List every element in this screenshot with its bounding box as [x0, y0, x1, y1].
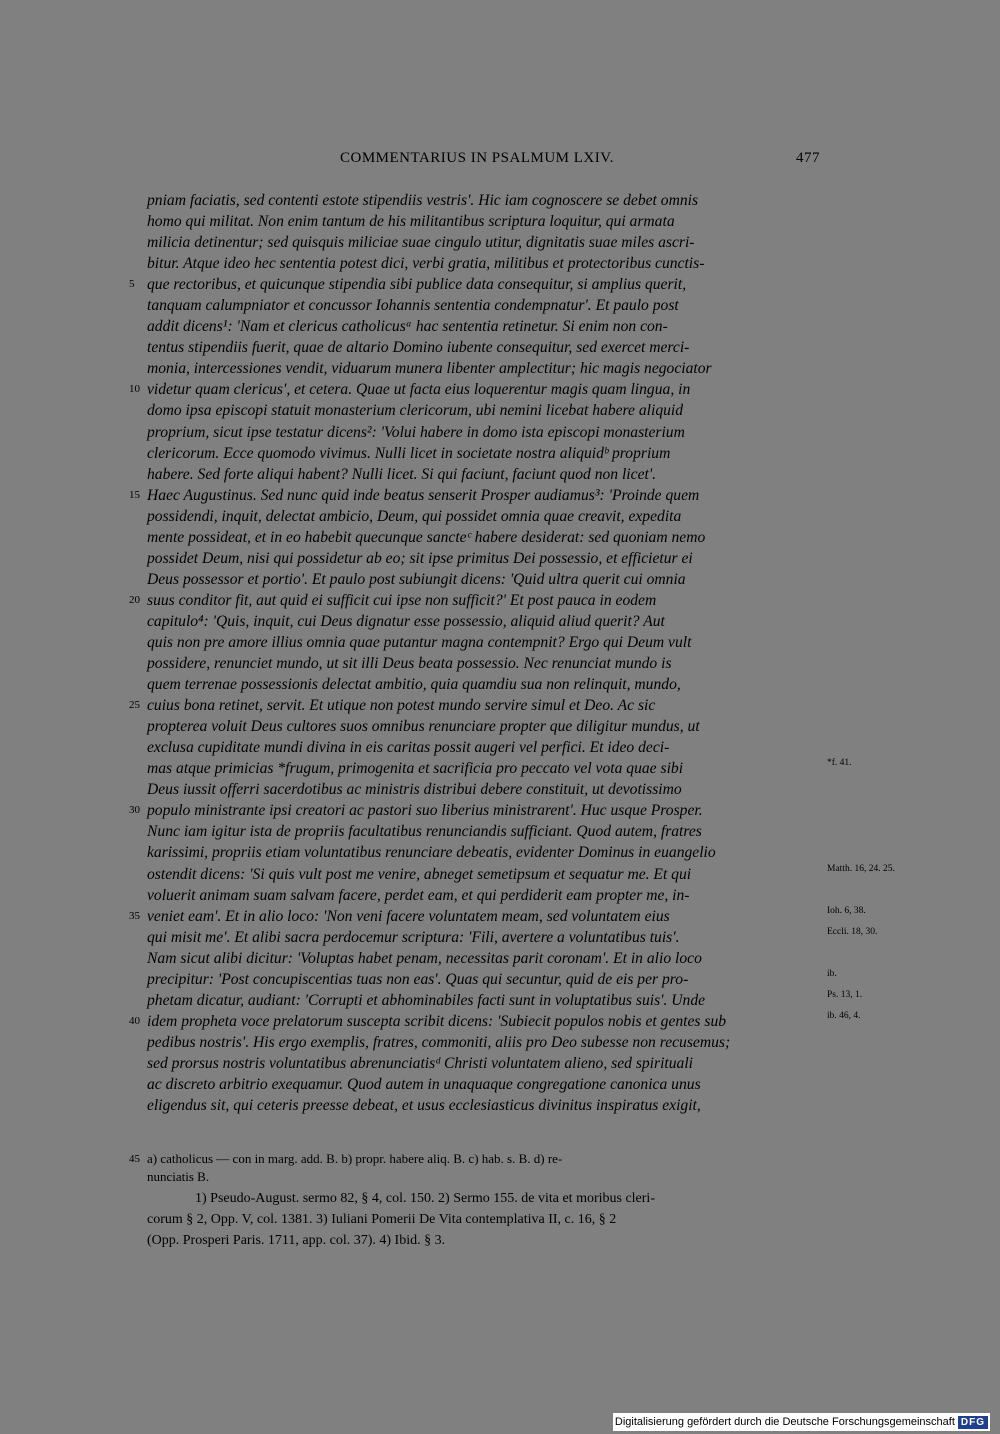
line-text: que rectoribus, et quicunque stipendia sibi publice data consequitur, si amplius querit, — [147, 276, 687, 294]
line-text: quem terrenae possessionis delectat ambitio, quia quamdiu sua non relinquit, mundo, — [147, 676, 681, 694]
text-line — [129, 274, 820, 295]
line-text: homo qui militat. Non enim tantum de his militantibus scriptura loquitur, qui armata — [147, 213, 675, 231]
line-text: bitur. Atque ideo hec sententia potest dici, verbi gratia, militibus et protectoribus cunctis- — [147, 255, 705, 273]
text-line — [147, 863, 895, 885]
marginal-note: *f. 41. — [827, 758, 852, 769]
running-head — [145, 150, 820, 170]
line-number: 25 — [129, 699, 140, 712]
apparatus-text: nunciatis B. — [147, 1169, 210, 1184]
text-line — [147, 674, 820, 695]
text-line — [147, 506, 820, 527]
text-line — [129, 695, 820, 716]
line-text: proprium, sicut ipse testatur dicens²: 'Volui habere in domo ista episcopi monasterium — [147, 423, 685, 441]
text-line — [147, 464, 820, 485]
footnote-line: corum § 2, Opp. V, col. 1381. 3) Iuliani Pomerii De Vita contemplativa II, c. 16, § 2 — [147, 1212, 617, 1227]
line-text: milicia detinentur; sed quisquis miliciae suae cingulo utitur, dignitatis suae miles ascri- — [147, 234, 695, 252]
funding-text: Digitalisierung gefördert durch die Deutsche Forschungsgemeinschaft — [614, 1416, 955, 1428]
text-line — [147, 885, 820, 906]
line-text: videtur quam clericus', et cetera. Quae ut facta eius loquerentur magis quam lingua, in — [147, 381, 691, 399]
text-line — [147, 527, 820, 548]
page-number: 477 — [796, 150, 820, 166]
line-number: 35 — [129, 909, 140, 922]
line-text: tanquam calumpniator et concussor Iohannis sententia condempnatur'. Et paulo post — [147, 297, 679, 315]
text-line — [147, 232, 820, 253]
text-line — [129, 905, 866, 927]
text-line — [147, 989, 863, 1011]
text-line — [147, 716, 820, 737]
text-line — [147, 926, 878, 948]
line-text: possidendi, inquit, delectat ambicio, Deum, qui possidet omnia quae creavit, expedita — [147, 507, 682, 525]
line-number: 10 — [129, 383, 140, 396]
footnote-line: 1) Pseudo-August. sermo 82, § 4, col. 150. 2) Sermo 155. de vita et moribus cleri- — [195, 1191, 655, 1206]
line-text: populo ministrante ipsi creatori ac pastori suo liberius ministrarent'. Huc usque Prosper. — [147, 802, 703, 820]
line-number: 20 — [129, 593, 140, 606]
line-text: habere. Sed forte aliqui habent? Nulli licet. Si qui faciunt, faciunt quod non licet'. — [147, 465, 657, 483]
text-line — [147, 821, 820, 842]
line-text: ostendit dicens: 'Si quis vult post me venire, abneget semetipsum et sequatur me. Et qui — [147, 865, 692, 883]
footnotes — [147, 1188, 820, 1251]
line-text: karissimi, propriis etiam voluntatibus renunciare debeatis, evidenter Dominus in euangelio — [147, 844, 716, 862]
line-text: monia, intercessiones vendit, viduarum munera libenter amplectitur; hic magis negociator — [147, 360, 712, 378]
line-text: precipitur: 'Post concupiscentias tuas non eas'. Quas qui secuntur, quid de eis per pro- — [147, 970, 689, 988]
line-number: 40 — [129, 1014, 140, 1027]
text-line — [147, 358, 820, 379]
footnote-line: (Opp. Prosperi Paris. 1711, app. col. 37). 4) Ibid. § 3. — [147, 1233, 446, 1248]
text-line — [129, 1010, 861, 1032]
line-text: addit dicens¹: 'Nam et clericus catholicusᵃ hac sententia retinetur. Si enim non con- — [147, 318, 668, 336]
text-line — [147, 400, 820, 421]
marginal-note: Ps. 13, 1. — [827, 989, 863, 1000]
apparatus-line — [129, 1150, 820, 1168]
text-line — [147, 1032, 820, 1053]
apparatus-line — [147, 1168, 820, 1186]
text-line — [147, 611, 820, 632]
text-line — [147, 569, 820, 590]
apparatus-text: a) catholicus — con in marg. add. B. b) propr. habere aliq. B. c) hab. s. B. d) re- — [147, 1151, 563, 1166]
line-text: propterea voluit Deus cultores suos omnibus renunciare propter que diligitur mundus, ut — [147, 718, 700, 736]
text-line — [147, 548, 820, 569]
text-line — [147, 968, 837, 990]
line-text: Deus iussit offerri sacerdotibus ac ministris distribui debere constituit, ut devotissimo — [147, 781, 682, 799]
main-text — [129, 190, 895, 1116]
line-text: possidet Deum, nisi qui possidetur ab eo; sit ipse primitus Dei possessio, et efficietur ei — [147, 549, 693, 567]
line-text: capitulo⁴: 'Quis, inquit, cui Deus dignatur esse possessio, aliquid aliud querit? Aut — [147, 612, 665, 630]
critical-apparatus — [129, 1150, 820, 1186]
marginal-note: ib. — [827, 968, 837, 979]
marginal-note: Ioh. 6, 38. — [827, 905, 866, 916]
line-text: ac discreto arbitrio exequamur. Quod autem in unaquaque congregatione canonica unus — [147, 1075, 701, 1093]
line-text: eligendus sit, qui ceteris preesse debeat, et usus ecclesiasticus divinitus inspiratus exigit, — [147, 1097, 701, 1115]
text-line — [147, 1053, 820, 1074]
text-line — [129, 800, 820, 821]
line-text: phetam dicatur, audiant: 'Corrupti et abhominabiles facti sunt in voluptatibus suis'. Unde — [147, 991, 706, 1009]
line-text: veniet eam'. Et in alio loco: 'Non veni facere voluntatem meam, sed voluntatem eius — [147, 907, 670, 925]
text-line — [147, 337, 820, 358]
text-line — [147, 211, 820, 232]
line-text: exclusa cupiditate mundi divina in eis caritas possit augeri vel perfici. Et ideo deci- — [147, 739, 670, 757]
line-text: Nunc iam igitur ista de propriis facultatibus renunciandis sufficiant. Quod autem, fratres — [147, 823, 702, 841]
line-number: 5 — [129, 278, 135, 291]
text-line — [147, 190, 820, 211]
line-text: quis non pre amore illius omnia quae putantur magna contempnit? Ergo qui Deum vult — [147, 633, 692, 651]
text-line — [147, 253, 820, 274]
funding-banner — [613, 1413, 990, 1431]
line-text: mente possideat, et in eo habebit quecunque sancteᶜ habere desiderat: sed quoniam nemo — [147, 528, 706, 546]
line-number: 30 — [129, 804, 140, 817]
line-text: sed prorsus nostris voluntatibus abrenunciatisᵈ Christi voluntatem alieno, sed spirituali — [147, 1054, 694, 1072]
line-text: suus conditor fit, aut quid ei sufficit cui ipse non sufficit?' Et post pauca in eodem — [147, 591, 657, 609]
text-line — [147, 422, 820, 443]
text-line — [147, 295, 820, 316]
running-title: COMMENTARIUS IN PSALMUM LXIV. — [340, 150, 614, 166]
text-line — [147, 737, 820, 758]
text-line — [147, 632, 820, 653]
text-line — [147, 1074, 820, 1095]
line-text: domo ipsa episcopi statuit monasterium clericorum, ubi nemini licebat habere aliquid — [147, 402, 684, 420]
text-line — [147, 948, 820, 969]
apparatus-line-number: 45 — [129, 1153, 140, 1165]
marginal-note: ib. 46, 4. — [827, 1010, 861, 1021]
line-text: tentus stipendiis fuerit, quae de altario Domino iubente consequitur, sed exercet merci- — [147, 339, 690, 357]
marginal-note: Eccli. 18, 30. — [827, 926, 878, 937]
line-text: voluerit animam suam salvam facere, perdet eam, et qui perdiderit eam propter me, in- — [147, 886, 690, 904]
line-text: clericorum. Ecce quomodo vivimus. Nulli licet in societate nostra aliquidᵇ proprium — [147, 444, 671, 462]
text-line — [147, 758, 852, 779]
text-line — [147, 779, 820, 800]
text-line — [147, 443, 820, 464]
line-text: pniam faciatis, sed contenti estote stipendiis vestris'. Hic iam cognoscere se debet omnis — [147, 192, 699, 209]
line-text: Deus possessor et portio'. Et paulo post subiungit dicens: 'Quid ultra querit cui omnia — [147, 570, 686, 588]
line-text: Haec Augustinus. Sed nunc quid inde beatus senserit Prosper audiamus³: 'Proinde quem — [147, 486, 700, 504]
text-line — [129, 485, 820, 506]
line-text: mas atque primicias *frugum, primogenita et sacrificia pro peccato vel vota quae sibi — [147, 760, 684, 778]
line-text: idem propheta voce prelatorum suscepta scribit dicens: 'Subiecit populos nobis et gentes sub — [147, 1012, 727, 1030]
text-line — [147, 842, 820, 863]
line-text: Nam sicut alibi dicitur: 'Voluptas habet penam, necessitas parit coronam'. Et in alio loco — [147, 949, 702, 967]
text-line — [147, 316, 820, 337]
line-text: possidere, renunciet mundo, ut sit illi Deus beata possessio. Nec renunciat mundo is — [147, 655, 672, 673]
line-number: 15 — [129, 488, 140, 501]
text-line — [129, 590, 820, 611]
text-line — [147, 653, 820, 674]
line-text: qui misit me'. Et alibi sacra perdocemur scriptura: 'Fili, avertere a voluntatibus tuis'. — [147, 928, 680, 946]
line-text: pedibus nostris'. His ergo exemplis, fratres, commoniti, aliis pro Deo subesse non recusemus; — [147, 1033, 731, 1051]
line-text: cuius bona retinet, servit. Et utique non potest mundo servire simul et Deo. Ac sic — [147, 697, 656, 715]
text-line — [129, 379, 820, 400]
dfg-logo: DFG — [958, 1416, 988, 1429]
marginal-note: Matth. 16, 24. 25. — [827, 863, 895, 874]
text-line — [147, 1095, 820, 1116]
